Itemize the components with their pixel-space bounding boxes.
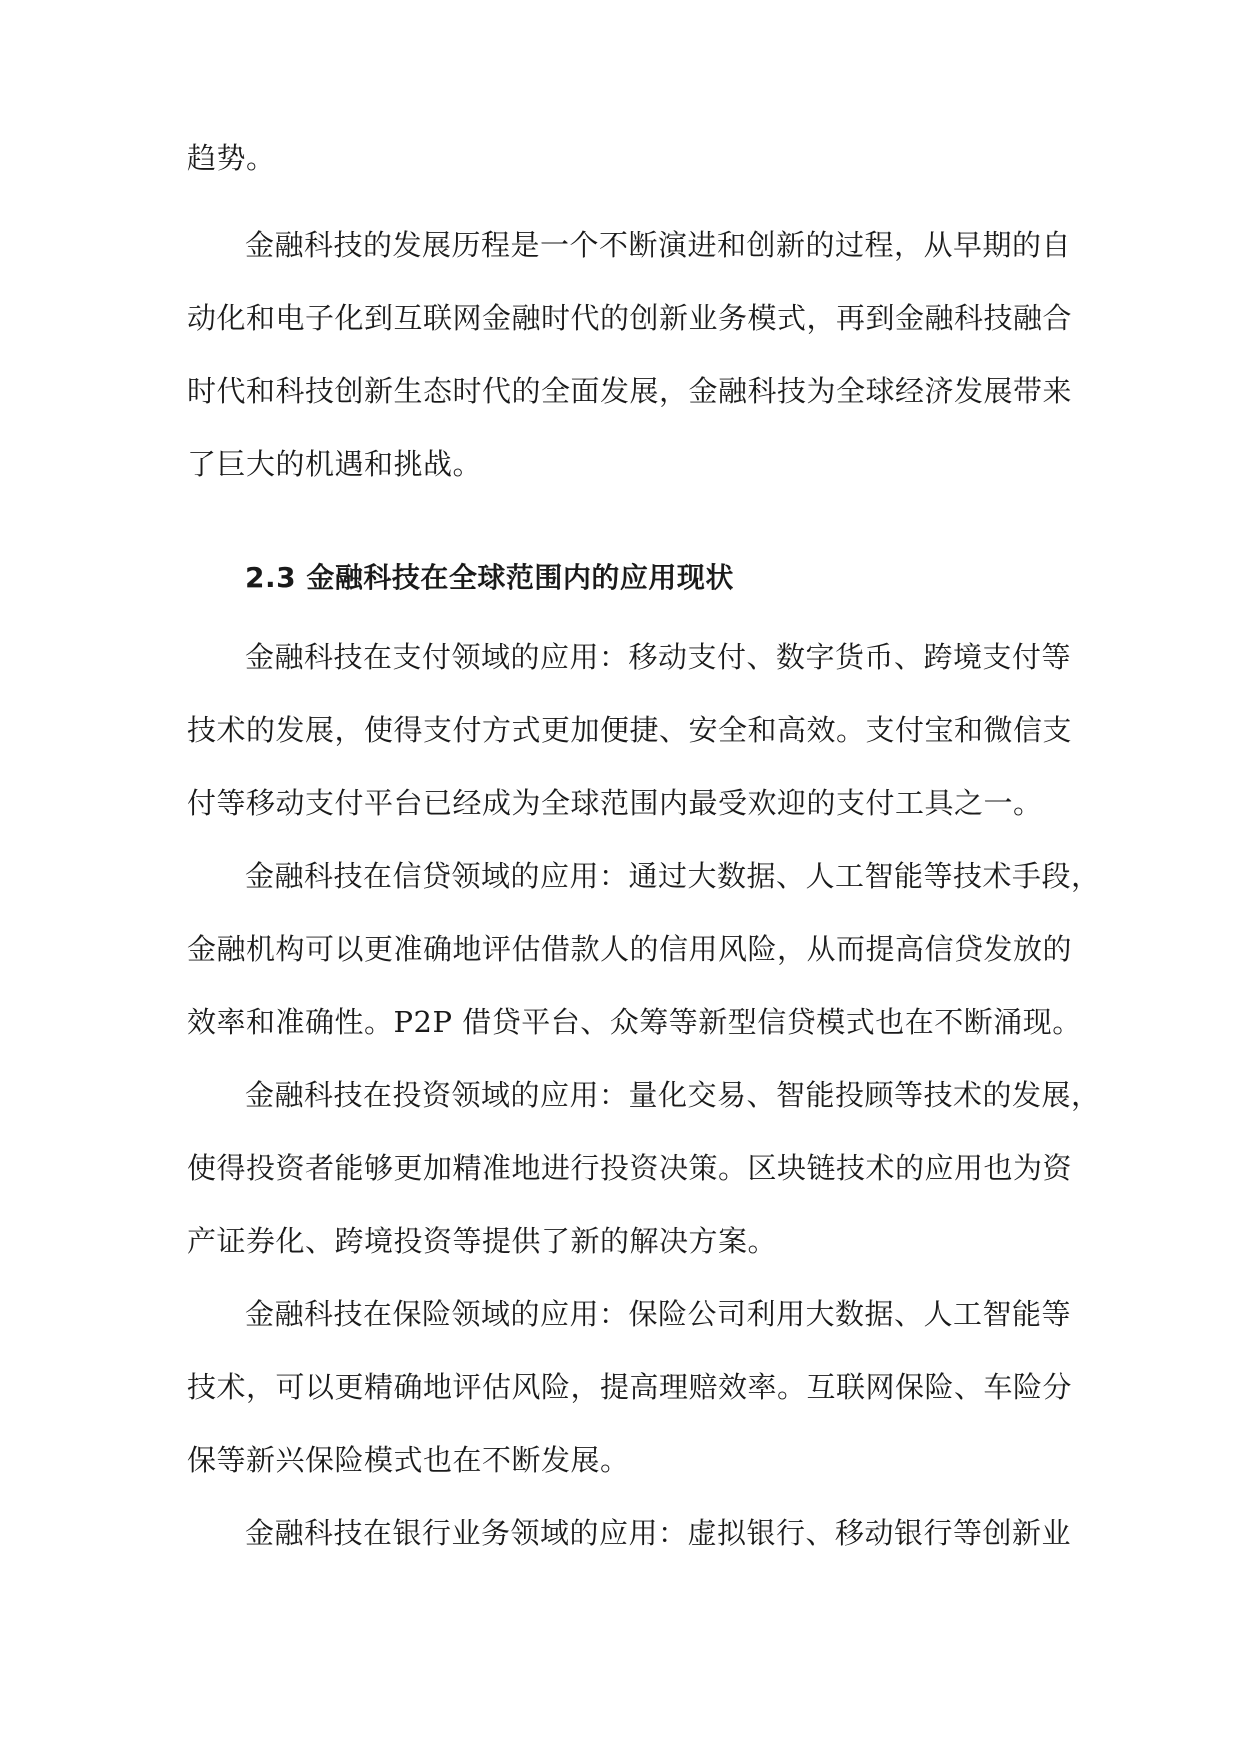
paragraph-investment-line: 使得投资者能够更加精准地进行投资决策。区块链技术的应用也为资	[187, 1151, 1073, 1185]
paragraph-payment-line: 金融科技在支付领域的应用：移动支付、数字货币、跨境支付等	[245, 640, 1072, 674]
paragraph-payment-line: 付等移动支付平台已经成为全球范围内最受欢迎的支付工具之一。	[187, 786, 1043, 820]
paragraph-insurance-line: 保等新兴保险模式也在不断发展。	[187, 1443, 630, 1477]
continuation-line: 趋势。	[187, 141, 276, 175]
paragraph-banking-line: 金融科技在银行业务领域的应用：虚拟银行、移动银行等创新业	[245, 1516, 1072, 1550]
paragraph-credit-line: 金融机构可以更准确地评估借款人的信用风险，从而提高信贷发放的	[187, 932, 1073, 966]
paragraph-credit-line: 金融科技在信贷领域的应用：通过大数据、人工智能等技术手段，	[245, 859, 1101, 893]
paragraph-history-line: 动化和电子化到互联网金融时代的创新业务模式，再到金融科技融合	[187, 301, 1073, 335]
paragraph-history-line: 时代和科技创新生态时代的全面发展，金融科技为全球经济发展带来	[187, 374, 1073, 408]
paragraph-investment-line: 金融科技在投资领域的应用：量化交易、智能投顾等技术的发展，	[245, 1078, 1101, 1112]
paragraph-history-line: 金融科技的发展历程是一个不断演进和创新的过程，从早期的自	[245, 228, 1072, 262]
paragraph-insurance-line: 金融科技在保险领域的应用：保险公司利用大数据、人工智能等	[245, 1297, 1072, 1331]
paragraph-investment-line: 产证券化、跨境投资等提供了新的解决方案。	[187, 1224, 778, 1258]
paragraph-insurance-line: 技术，可以更精确地评估风险，提高理赔效率。互联网保险、车险分	[187, 1370, 1073, 1404]
paragraph-history-line: 了巨大的机遇和挑战。	[187, 447, 483, 481]
section-heading: 2.3 金融科技在全球范围内的应用现状	[245, 561, 734, 594]
paragraph-payment-line: 技术的发展，使得支付方式更加便捷、安全和高效。支付宝和微信支	[187, 713, 1073, 747]
paragraph-credit-line: 效率和准确性。P2P 借贷平台、众筹等新型信贷模式也在不断涌现。	[187, 1005, 1082, 1039]
